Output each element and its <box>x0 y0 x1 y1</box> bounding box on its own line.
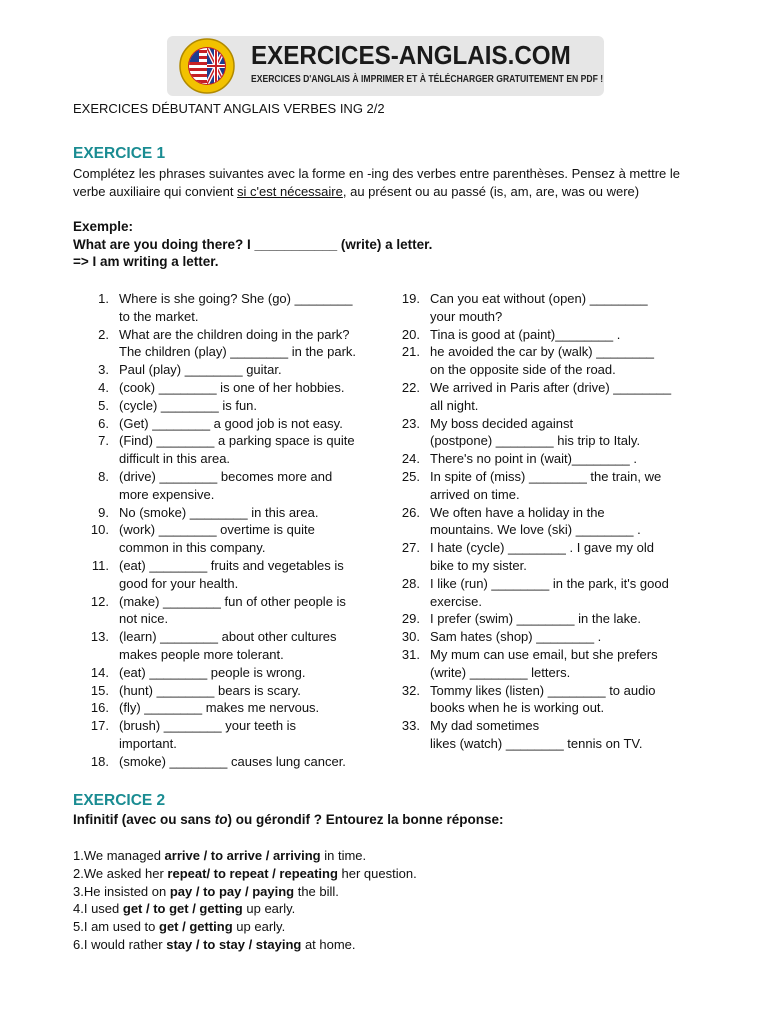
exercise-item <box>384 468 704 504</box>
exercise-2-item <box>73 936 417 954</box>
exercise-item <box>73 468 383 504</box>
item-number: 29. <box>401 611 420 627</box>
exercise-item <box>73 504 383 522</box>
item-line: (brush) ________ your teeth is <box>119 718 297 734</box>
item-number: 21. <box>401 344 420 360</box>
exercise-item <box>73 379 383 397</box>
item-line: (work) ________ overtime is quite <box>119 522 315 538</box>
exercise-item <box>73 557 383 593</box>
item-line: more expensive. <box>119 486 215 502</box>
item-line: Tina is good at (paint)________ . <box>430 326 621 342</box>
exercise-2-list <box>73 847 417 954</box>
item-prefix: 6.I would rather <box>73 936 167 952</box>
item-line: My mum can use email, but she prefers <box>430 646 658 662</box>
item-line: (learn) ________ about other cultures <box>119 629 337 645</box>
item-line: on the opposite side of the road. <box>430 362 616 378</box>
item-line: The children (play) ________ in the park. <box>119 344 357 360</box>
item-number: 27. <box>401 540 420 556</box>
item-number: 8. <box>98 468 109 484</box>
logo-flag-icon <box>176 38 238 94</box>
example-answer: => I am writing a letter. <box>73 254 219 269</box>
item-line: (make) ________ fun of other people is <box>119 593 346 609</box>
exercise-item <box>73 699 383 717</box>
item-suffix: the bill. <box>294 883 339 899</box>
exercise-item <box>73 326 383 362</box>
exercise-2-item <box>73 883 417 901</box>
item-line: exercise. <box>430 593 483 609</box>
exercise-item <box>73 628 383 664</box>
exercise-item <box>384 682 704 718</box>
item-line: I hate (cycle) ________ . I gave my old <box>430 540 655 556</box>
item-line: (Find) ________ a parking space is quite <box>119 433 355 449</box>
item-line: your mouth? <box>430 308 503 324</box>
exercise-1-instructions: Complétez les phrases suivantes avec la forme en -ing des verbes entre parenthèses. Pensez à mettre le verbe auxiliaire qui convient si c'est nécessaire, au présent ou au passé (is, am, are, was ou were) <box>73 166 680 199</box>
item-line: We arrived in Paris after (drive) ________ <box>430 379 672 395</box>
item-line: There's no point in (wait)________ . <box>430 451 637 467</box>
item-number: 26. <box>401 504 420 520</box>
item-line: all night. <box>430 397 479 413</box>
document-title: EXERCICES DÉBUTANT ANGLAIS VERBES ING 2/2 <box>73 101 385 116</box>
item-line: Sam hates (shop) ________ . <box>430 629 602 645</box>
exercise-item <box>73 290 383 326</box>
item-line: (Get) ________ a good job is not easy. <box>119 415 343 431</box>
exercise-item <box>73 593 383 629</box>
item-number: 22. <box>401 379 420 395</box>
item-line: No (smoke) ________ in this area. <box>119 504 319 520</box>
exercise-item <box>73 753 383 771</box>
item-number: 30. <box>401 629 420 645</box>
item-prefix: 3.He insisted on <box>73 883 170 899</box>
item-number: 7. <box>98 433 109 449</box>
item-suffix: in time. <box>320 848 367 863</box>
item-line: not nice. <box>119 611 169 627</box>
item-line: (eat) ________ people is wrong. <box>119 664 306 680</box>
item-line: (write) ________ letters. <box>430 664 571 680</box>
item-number: 24. <box>401 451 420 467</box>
exercise-2-item <box>73 918 417 936</box>
exercise-item <box>73 664 383 682</box>
answer-options[interactable]: stay / to stay / staying <box>166 936 302 952</box>
item-number: 15. <box>90 682 109 698</box>
item-number: 9. <box>98 504 109 520</box>
item-line: important. <box>119 735 177 751</box>
exercise-1-list-right <box>384 290 704 753</box>
item-number: 11. <box>91 557 109 573</box>
item-line: good for your health. <box>119 575 239 591</box>
item-line: (cook) ________ is one of her hobbies. <box>119 379 345 395</box>
exercise-item <box>384 610 704 628</box>
item-line: he avoided the car by (walk) ________ <box>430 344 655 360</box>
exercise-item <box>384 415 704 451</box>
item-number: 2. <box>98 326 109 342</box>
item-number: 20. <box>401 326 420 342</box>
item-suffix: up early. <box>232 919 286 935</box>
item-line: (hunt) ________ bears is scary. <box>119 682 301 698</box>
exercise-2-item <box>73 865 417 883</box>
item-line: I prefer (swim) ________ in the lake. <box>430 611 641 627</box>
exercise-2-heading: EXERCICE 2 <box>73 792 166 809</box>
exercise-item <box>73 682 383 700</box>
exercise-item <box>73 432 383 468</box>
exercise-item <box>384 717 704 753</box>
item-line: My dad sometimes <box>430 718 540 734</box>
item-line: (drive) ________ becomes more and <box>119 468 333 484</box>
exercise-item <box>73 397 383 415</box>
exercise-item <box>384 343 704 379</box>
item-line: (fly) ________ makes me nervous. <box>119 700 320 716</box>
site-name: EXERCICES-ANGLAIS.COM <box>251 40 571 70</box>
item-number: 32. <box>401 682 420 698</box>
exercise-item <box>73 717 383 753</box>
exercise-item <box>73 415 383 433</box>
item-suffix: at home. <box>301 936 356 952</box>
item-number: 18. <box>90 753 109 769</box>
answer-options[interactable]: get / getting <box>159 919 233 935</box>
item-number: 16. <box>90 700 109 716</box>
item-number: 12. <box>90 593 109 609</box>
item-number: 19. <box>401 291 420 306</box>
example-label: Exemple: <box>73 219 134 234</box>
item-prefix: 2.We asked her <box>73 865 168 881</box>
item-line: (smoke) ________ causes lung cancer. <box>119 753 346 769</box>
exercise-2-instructions: Infinitif (avec ou sans to) ou gérondif ? Entourez la bonne réponse: <box>73 812 504 827</box>
exercise-item <box>384 379 704 415</box>
item-line: difficult in this area. <box>119 451 231 467</box>
exercise-item <box>384 290 704 326</box>
item-line: common in this company. <box>119 540 266 556</box>
exercise-item <box>384 326 704 344</box>
example-block <box>73 218 432 271</box>
item-number: 28. <box>401 575 420 591</box>
item-line: What are the children doing in the park? <box>119 326 350 342</box>
item-line: Where is she going? She (go) ________ <box>119 291 353 306</box>
item-line: to the market. <box>119 308 199 324</box>
item-line: bike to my sister. <box>430 557 527 573</box>
item-line: In spite of (miss) ________ the train, we <box>430 468 662 484</box>
item-number: 14. <box>90 664 109 680</box>
item-number: 25. <box>401 468 420 484</box>
exercise-item <box>384 504 704 540</box>
item-suffix: up early. <box>242 901 296 917</box>
item-prefix: 4.I used <box>73 901 123 917</box>
item-suffix: her question. <box>337 865 417 881</box>
exercise-2-item <box>73 900 417 918</box>
item-number: 23. <box>401 415 420 431</box>
exercise-item <box>73 361 383 379</box>
item-line: mountains. We love (ski) ________ . <box>430 522 641 538</box>
exercise-item <box>384 575 704 611</box>
item-prefix: 1.We managed <box>73 848 165 863</box>
item-number: 33. <box>401 718 420 734</box>
item-line: Paul (play) ________ guitar. <box>119 362 282 378</box>
exercise-item <box>384 646 704 682</box>
item-line: arrived on time. <box>430 486 520 502</box>
item-line: likes (watch) ________ tennis on TV. <box>430 735 643 751</box>
item-line: My boss decided against <box>430 415 574 431</box>
answer-options[interactable]: arrive / to arrive / arriving <box>164 848 321 863</box>
item-line: makes people more tolerant. <box>119 646 284 662</box>
item-line: We often have a holiday in the <box>430 504 605 520</box>
exercise-2-item <box>73 847 417 865</box>
item-line: books when he is working out. <box>430 700 605 716</box>
item-number: 31. <box>401 646 420 662</box>
item-number: 13. <box>90 629 109 645</box>
example-question: What are you doing there? I ___________ (write) a letter. <box>73 236 433 252</box>
exercise-item <box>384 450 704 468</box>
item-line: Tommy likes (listen) ________ to audio <box>430 682 656 698</box>
answer-options[interactable]: get / to get / getting <box>122 901 243 917</box>
item-number: 10. <box>90 522 109 538</box>
item-line: (eat) ________ fruits and vegetables is <box>119 557 344 573</box>
item-number: 5. <box>98 397 109 413</box>
exercise-1-heading: EXERCICE 1 <box>73 145 166 162</box>
exercise-1-list-left <box>73 290 383 771</box>
item-line: (postpone) ________ his trip to Italy. <box>430 433 641 449</box>
item-number: 1. <box>98 291 109 306</box>
answer-options[interactable]: repeat/ to repeat / repeating <box>167 865 338 881</box>
item-number: 6. <box>98 415 109 431</box>
item-prefix: 5.I am used to <box>73 919 159 935</box>
item-line: Can you eat without (open) ________ <box>430 291 648 306</box>
item-number: 4. <box>98 379 109 395</box>
exercise-item <box>384 539 704 575</box>
item-number: 3. <box>98 362 109 378</box>
site-tagline: EXERCICES D'ANGLAIS À IMPRIMER ET À TÉLÉCHARGER GRATUITEMENT EN PDF ! <box>251 74 604 85</box>
answer-options[interactable]: pay / to pay / paying <box>169 883 295 899</box>
item-line: I like (run) ________ in the park, it's good <box>430 575 669 591</box>
item-line: (cycle) ________ is fun. <box>119 397 258 413</box>
exercise-item <box>384 628 704 646</box>
item-number: 17. <box>90 718 109 734</box>
exercise-item <box>73 521 383 557</box>
